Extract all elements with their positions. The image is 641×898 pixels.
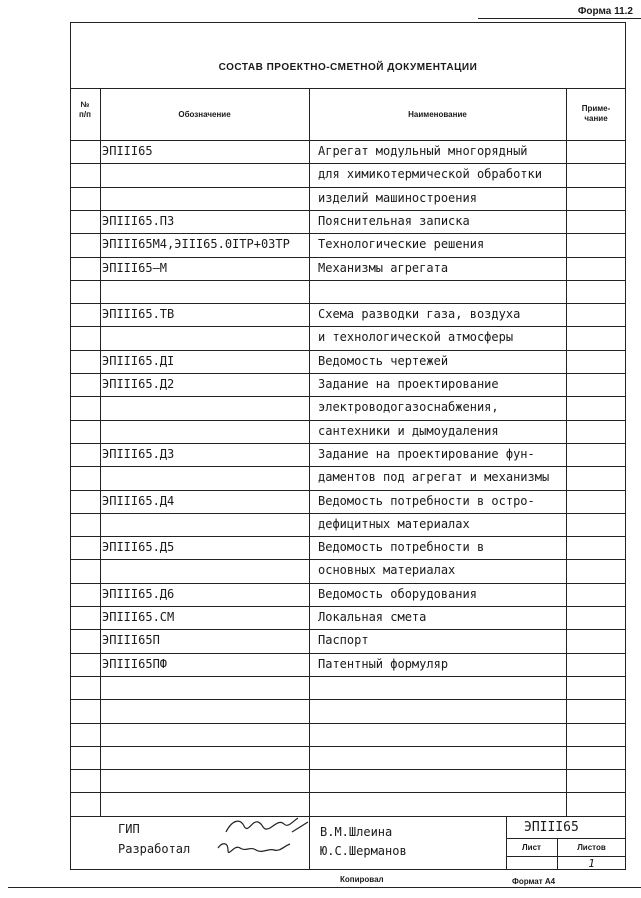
row-name: Патентный формуляр bbox=[318, 657, 449, 671]
row-name: Механизмы агрегата bbox=[318, 261, 449, 275]
bottom-rule bbox=[8, 887, 641, 888]
gip-person: В.М.Шлеина bbox=[320, 825, 393, 839]
title-block-top-rule bbox=[70, 816, 626, 817]
copied-label: Копировал bbox=[340, 875, 384, 884]
row-name: Ведомость оборудования bbox=[318, 587, 477, 601]
row-name: Технологические решения bbox=[318, 237, 485, 251]
row-designation: ЭПIII65М4,ЭIII65.0ITP+03TP bbox=[102, 237, 290, 251]
row-designation: ЭПIII65.Д6 bbox=[102, 587, 175, 601]
row-designation: ЭПIII65.Д3 bbox=[102, 447, 175, 461]
row-name: Задание на проектирование bbox=[318, 377, 499, 391]
row-name: сантехники и дымоудаления bbox=[318, 424, 499, 438]
row-rule bbox=[70, 257, 626, 258]
row-name: Пояснительная записка bbox=[318, 214, 470, 228]
row-rule bbox=[70, 559, 626, 560]
row-designation: ЭПIII65.ТВ bbox=[102, 307, 175, 321]
row-designation: ЭПIII65ПФ bbox=[102, 657, 168, 671]
row-rule bbox=[70, 420, 626, 421]
row-rule bbox=[70, 606, 626, 607]
row-rule bbox=[70, 490, 626, 491]
row-rule bbox=[70, 792, 626, 793]
row-name: Локальная смета bbox=[318, 610, 427, 624]
row-rule bbox=[70, 699, 626, 700]
row-rule bbox=[70, 303, 626, 304]
row-designation: ЭПIII65.Д5 bbox=[102, 540, 175, 554]
row-rule bbox=[70, 326, 626, 327]
row-name: Агрегат модульный многорядный bbox=[318, 144, 528, 158]
row-rule bbox=[70, 513, 626, 514]
sheets-value: 1 bbox=[588, 857, 595, 870]
row-rule bbox=[70, 536, 626, 537]
row-name: даментов под агрегат и механизмы bbox=[318, 470, 550, 484]
row-rule bbox=[70, 396, 626, 397]
doc-code: ЭПIII65 bbox=[524, 820, 579, 835]
sheet-label: Лист bbox=[522, 843, 541, 852]
row-designation: ЭПIII65П bbox=[102, 633, 160, 647]
col-divider-num bbox=[100, 88, 101, 816]
row-designation: ЭПIII65.ПЗ bbox=[102, 214, 175, 228]
gip-label: ГИП bbox=[118, 822, 140, 836]
row-rule bbox=[70, 350, 626, 351]
top-rule bbox=[478, 18, 641, 19]
row-rule bbox=[70, 769, 626, 770]
row-rule bbox=[70, 280, 626, 281]
row-name: Задание на проектирование фун- bbox=[318, 447, 535, 461]
row-rule bbox=[70, 466, 626, 467]
form-label: Форма 11.2 bbox=[577, 6, 633, 17]
title-block-mid-rule bbox=[506, 838, 626, 839]
sheets-label: Листов bbox=[577, 843, 606, 852]
row-name: Ведомость потребности в bbox=[318, 540, 485, 554]
row-rule bbox=[70, 187, 626, 188]
row-name: Ведомость потребности в остро- bbox=[318, 494, 535, 508]
row-rule bbox=[70, 723, 626, 724]
row-rule bbox=[70, 373, 626, 374]
row-name: Схема разводки газа, воздуха bbox=[318, 307, 521, 321]
row-rule bbox=[70, 676, 626, 677]
col-divider-designation bbox=[309, 88, 310, 870]
row-rule bbox=[70, 653, 626, 654]
gip-signature bbox=[222, 814, 312, 840]
header-designation: Обозначение bbox=[178, 110, 231, 119]
header-name: Наименование bbox=[408, 110, 467, 119]
document-title: СОСТАВ ПРОЕКТНО-СМЕТНОЙ ДОКУМЕНТАЦИИ bbox=[218, 62, 478, 73]
row-name: основных материалах bbox=[318, 563, 456, 577]
row-rule bbox=[70, 233, 626, 234]
row-rule bbox=[70, 163, 626, 164]
row-designation: ЭПIII65–М bbox=[102, 261, 168, 275]
row-designation: ЭПIII65 bbox=[102, 144, 153, 158]
header-note: Приме- чание bbox=[581, 104, 611, 123]
row-name: дефицитных материалах bbox=[318, 517, 470, 531]
row-name: и технологической атмосферы bbox=[318, 330, 514, 344]
row-name: изделий машиностроения bbox=[318, 191, 477, 205]
row-designation: ЭПIII65.ДI bbox=[102, 354, 175, 368]
row-rule bbox=[70, 210, 626, 211]
row-designation: ЭПIII65.СМ bbox=[102, 610, 175, 624]
row-name: Паспорт bbox=[318, 633, 369, 647]
format-label: Формат А4 bbox=[512, 877, 556, 886]
developer-signature bbox=[214, 838, 294, 862]
row-name: Ведомость чертежей bbox=[318, 354, 449, 368]
developer-label: Разработал bbox=[118, 842, 191, 856]
row-designation: ЭПIII65.Д2 bbox=[102, 377, 175, 391]
row-rule bbox=[70, 583, 626, 584]
header-num: № п/п bbox=[79, 100, 91, 119]
developer-person: Ю.С.Шерманов bbox=[320, 844, 407, 858]
row-rule bbox=[70, 629, 626, 630]
row-name: электроводогазоснабжения, bbox=[318, 400, 499, 414]
table-top-rule bbox=[70, 88, 626, 89]
row-rule bbox=[70, 443, 626, 444]
header-bottom-rule bbox=[70, 140, 626, 141]
row-name: для химикотермической обработки bbox=[318, 167, 542, 181]
row-designation: ЭПIII65.Д4 bbox=[102, 494, 175, 508]
row-rule bbox=[70, 746, 626, 747]
